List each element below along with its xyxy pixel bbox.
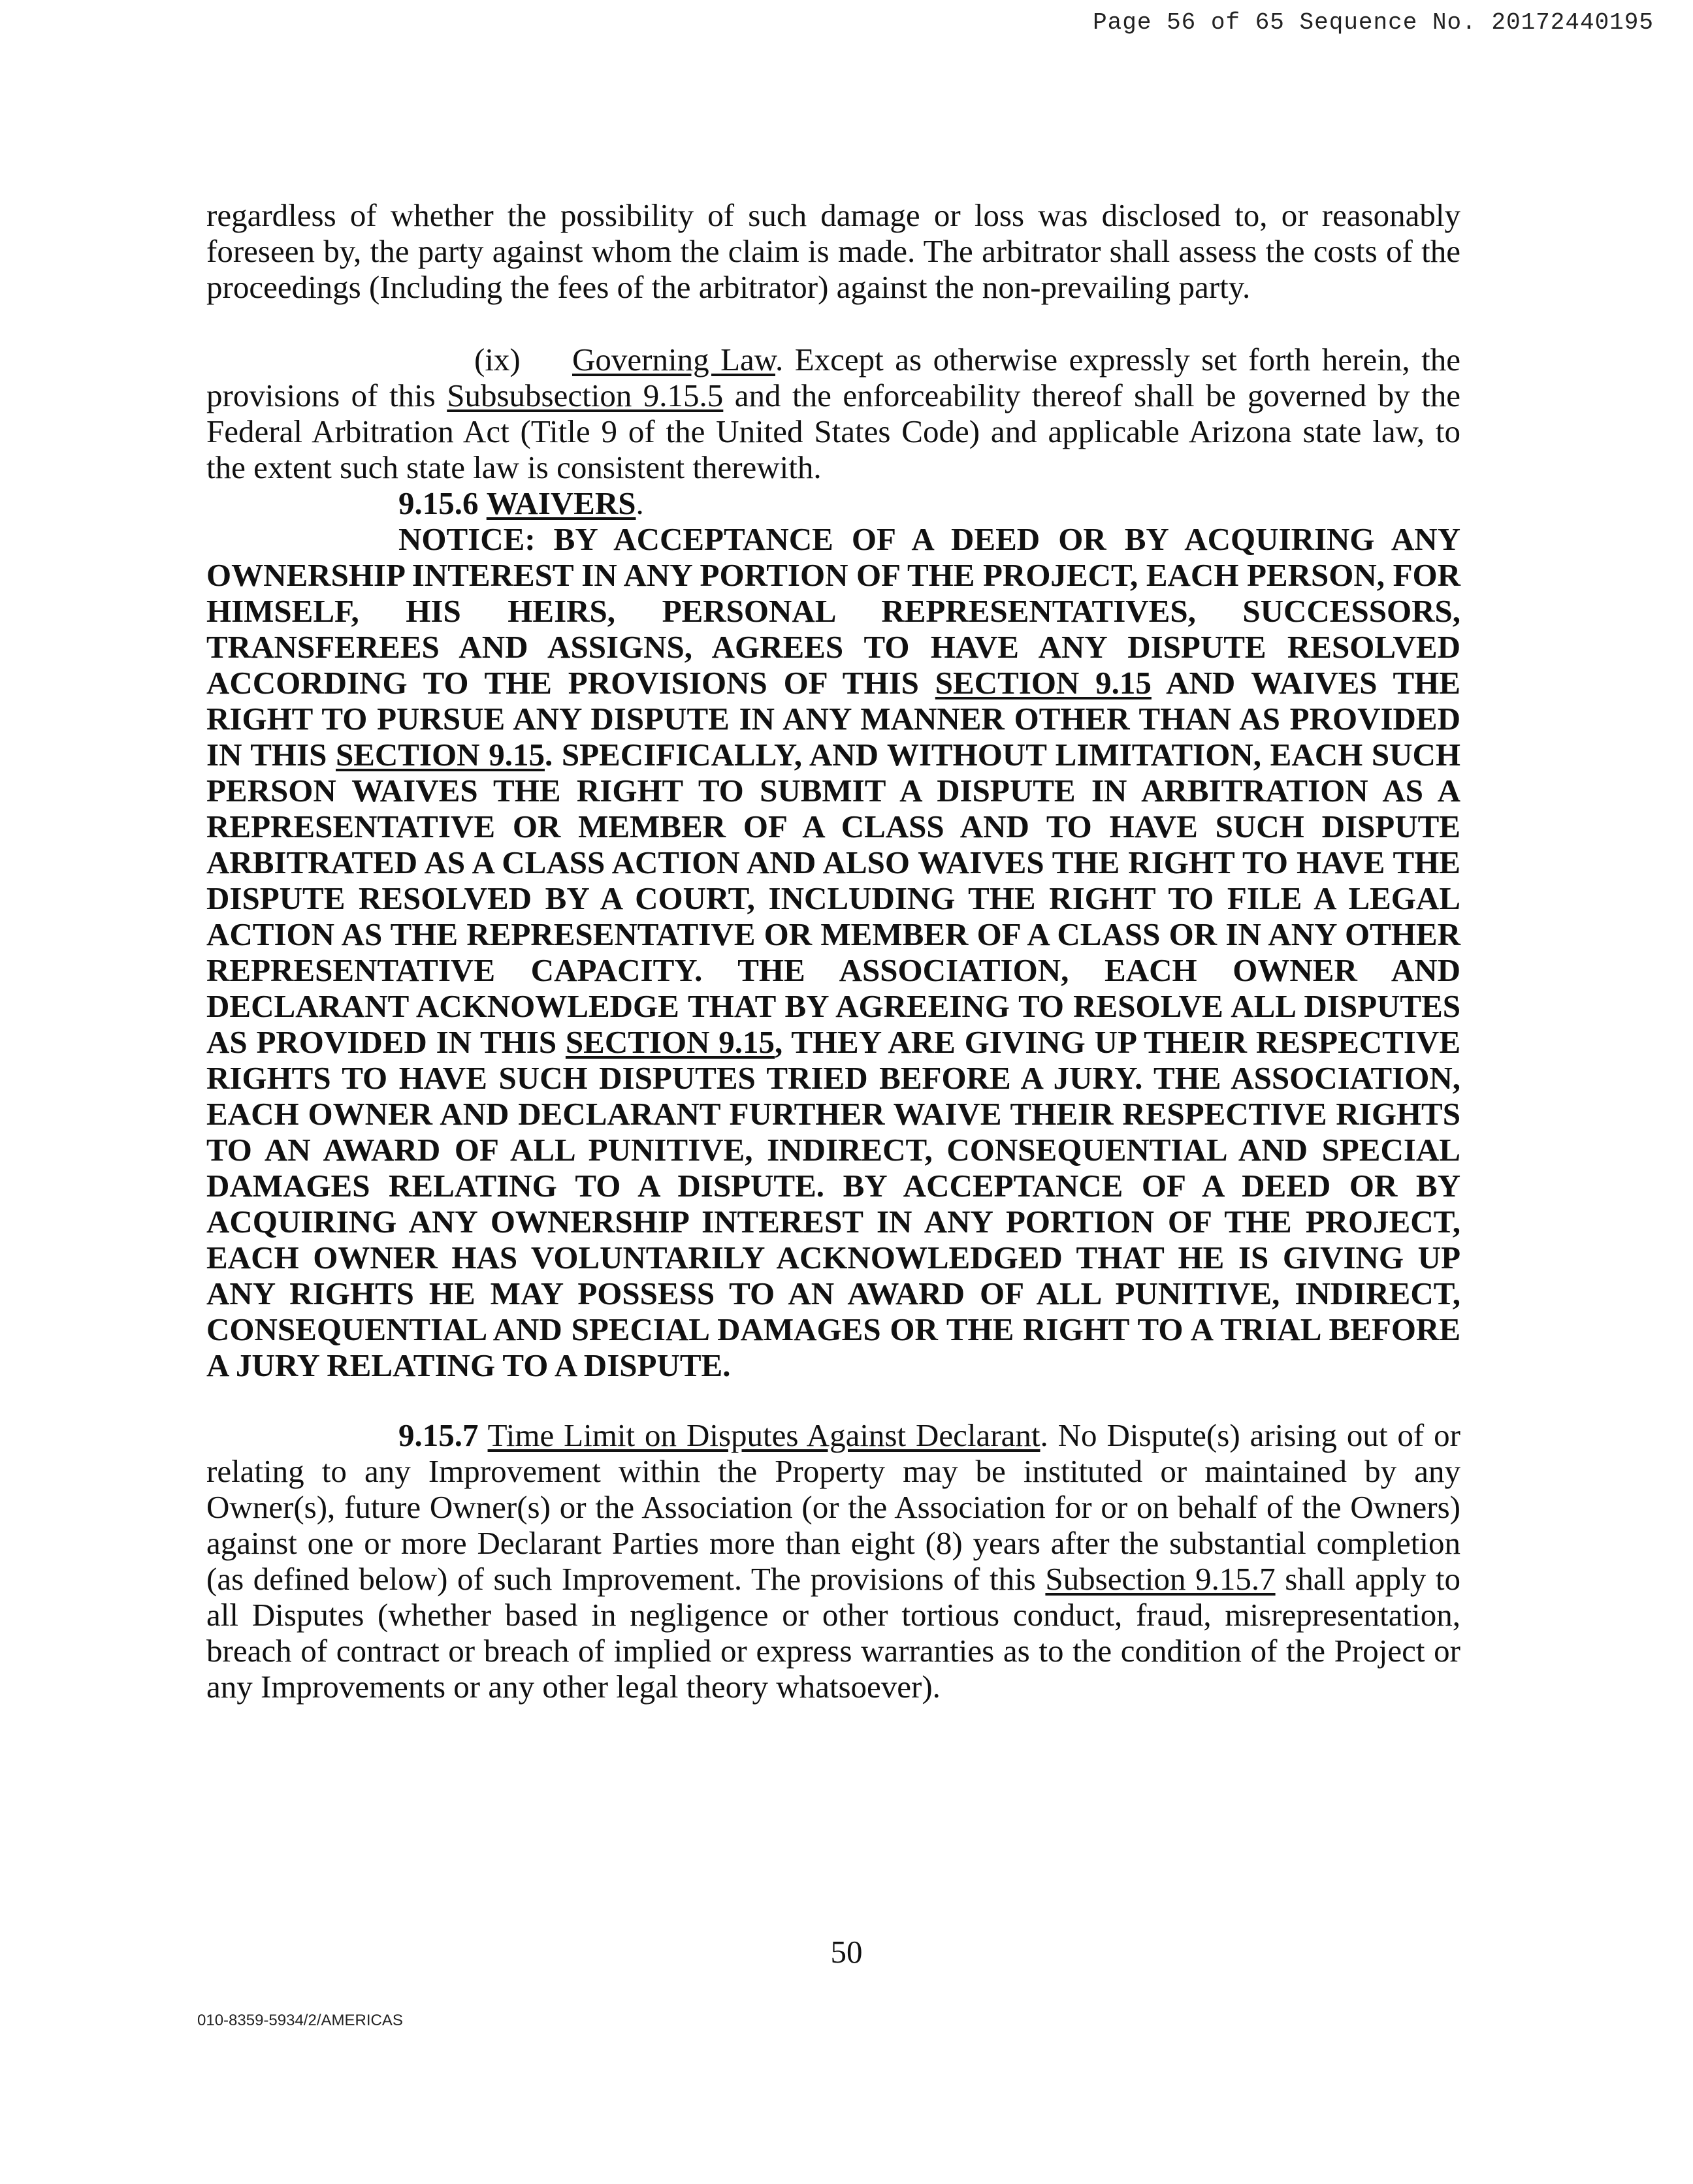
section-heading-waivers xyxy=(206,485,1460,521)
notice-text: NOTICE: BY ACCEPTANCE OF A DEED OR BY ACQUIRING ANY OWNERSHIP INTEREST IN ANY PORTION OF THE PROJECT, EACH PERSON, FOR HIMSELF, HIS HEIRS, PERSONAL REPRESENTATIVES, SUCCESSORS, TRANSFEREES AND ASSIGNS, AGREES TO HAVE ANY DISPUTE RESOLVED ACCORDING TO THE PROVISIONS OF THIS xyxy=(206,521,1460,701)
paragraph-time-limit xyxy=(206,1417,1460,1705)
paragraph-governing-law xyxy=(206,342,1460,485)
cross-reference: SECTION 9.15 xyxy=(935,665,1152,701)
cross-reference: Subsubsection 9.15.5 xyxy=(447,377,724,413)
section-title-time-limit: Time Limit on Disputes Against Declarant xyxy=(487,1417,1040,1453)
notice-text: , THEY ARE GIVING UP THEIR RESPECTIVE RIGHTS TO HAVE SUCH DISPUTES TRIED BEFORE A JURY. THE ASSOCIATION, EACH OWNER AND DECLARANT FURTHER WAIVE THEIR RESPECTIVE RIGHTS TO AN AWARD OF ALL PUNITIVE, INDIRECT, CONSEQUENTIAL AND SPECIAL DAMAGES RELATING TO A DISPUTE. BY ACCEPTANCE OF A DEED OR BY ACQUIRING ANY OWNERSHIP INTEREST IN ANY PORTION OF THE PROJECT, EACH OWNER HAS VOLUNTARILY ACKNOWLEDGED THAT HE IS GIVING UP ANY RIGHTS HE MAY POSSESS TO AN AWARD OF ALL PUNITIVE, INDIRECT, CONSEQUENTIAL AND SPECIAL DAMAGES OR THE RIGHT TO A TRIAL BEFORE A JURY RELATING TO A DISPUTE. xyxy=(206,1024,1461,1383)
clause-text: and the enforceability thereof shall be governed by the Federal Arbitration Act (Title 9 of the United States Code) and applicable Arizona state law, to the extent such state law is consistent therewith. xyxy=(206,377,1460,485)
section-text: . No Dispute(s) arising out of or relating to any Improvement within the Property may be instituted or maintained by any Owner(s), future Owner(s) or the Association (or the Association for or on behalf of the Owners) against one or more Declarant Parties more than eight (8) years after the substantial completion (as defined below) of such Improvement. The provisions of this xyxy=(206,1417,1460,1597)
notice-paragraph xyxy=(206,521,1460,1383)
cross-reference: SECTION 9.15 xyxy=(565,1024,775,1060)
section-title: WAIVERS xyxy=(486,485,636,521)
clause-title-governing-law: Governing Law xyxy=(572,342,775,377)
page-number: 50 xyxy=(830,1934,863,1970)
section-title-period: . xyxy=(636,485,644,521)
notice-text: . SPECIFICALLY, AND WITHOUT LIMITATION, EACH SUCH PERSON WAIVES THE RIGHT TO SUBMIT A DISPUTE IN ARBITRATION AS A REPRESENTATIVE OR MEMBER OF A CLASS AND TO HAVE SUCH DISPUTE ARBITRATED AS A CLASS ACTION AND ALSO WAIVES THE RIGHT TO HAVE THE DISPUTE RESOLVED BY A COURT, INCLUDING THE RIGHT TO FILE A LEGAL ACTION AS THE REPRESENTATIVE OR MEMBER OF A CLASS OR IN ANY OTHER REPRESENTATIVE CAPACITY. THE ASSOCIATION, EACH OWNER AND DECLARANT ACKNOWLEDGE THAT BY AGREEING TO RESOLVE ALL DISPUTES AS PROVIDED IN THIS xyxy=(206,737,1461,1060)
section-text: shall apply to all Disputes (whether based in negligence or other tortious conduct, fraud, misrepresentation, breach of contract or breach of implied or express warranties as to the condition of the Project or any Improvements or any other legal theory whatsoever). xyxy=(206,1561,1461,1705)
clause-text: . Except as otherwise expressly set forth herein, the provisions of this xyxy=(206,342,1460,413)
cross-reference: SECTION 9.15 xyxy=(335,737,545,773)
document-id: 010-8359-5934/2/AMERICAS xyxy=(197,2012,403,2029)
section-number: 9.15.7 xyxy=(398,1417,479,1453)
page-header: Page 56 of 65 Sequence No. 20172440195 xyxy=(1093,9,1654,36)
cross-reference: Subsection 9.15.7 xyxy=(1045,1561,1276,1597)
section-number: 9.15.6 xyxy=(398,485,479,521)
document-body xyxy=(206,197,1460,1705)
notice-text: AND WAIVES THE RIGHT TO PURSUE ANY DISPUTE IN ANY MANNER OTHER THAN AS PROVIDED IN THIS xyxy=(206,665,1460,773)
paragraph-arbitration-costs: regardless of whether the possibility of such damage or loss was disclosed to, or reasonably foreseen by, the party against whom the claim is made. The arbitrator shall assess the costs of the proceedings (Including the fees of the arbitrator) against the non-prevailing party. xyxy=(206,197,1460,305)
clause-label: (ix) xyxy=(474,342,521,377)
